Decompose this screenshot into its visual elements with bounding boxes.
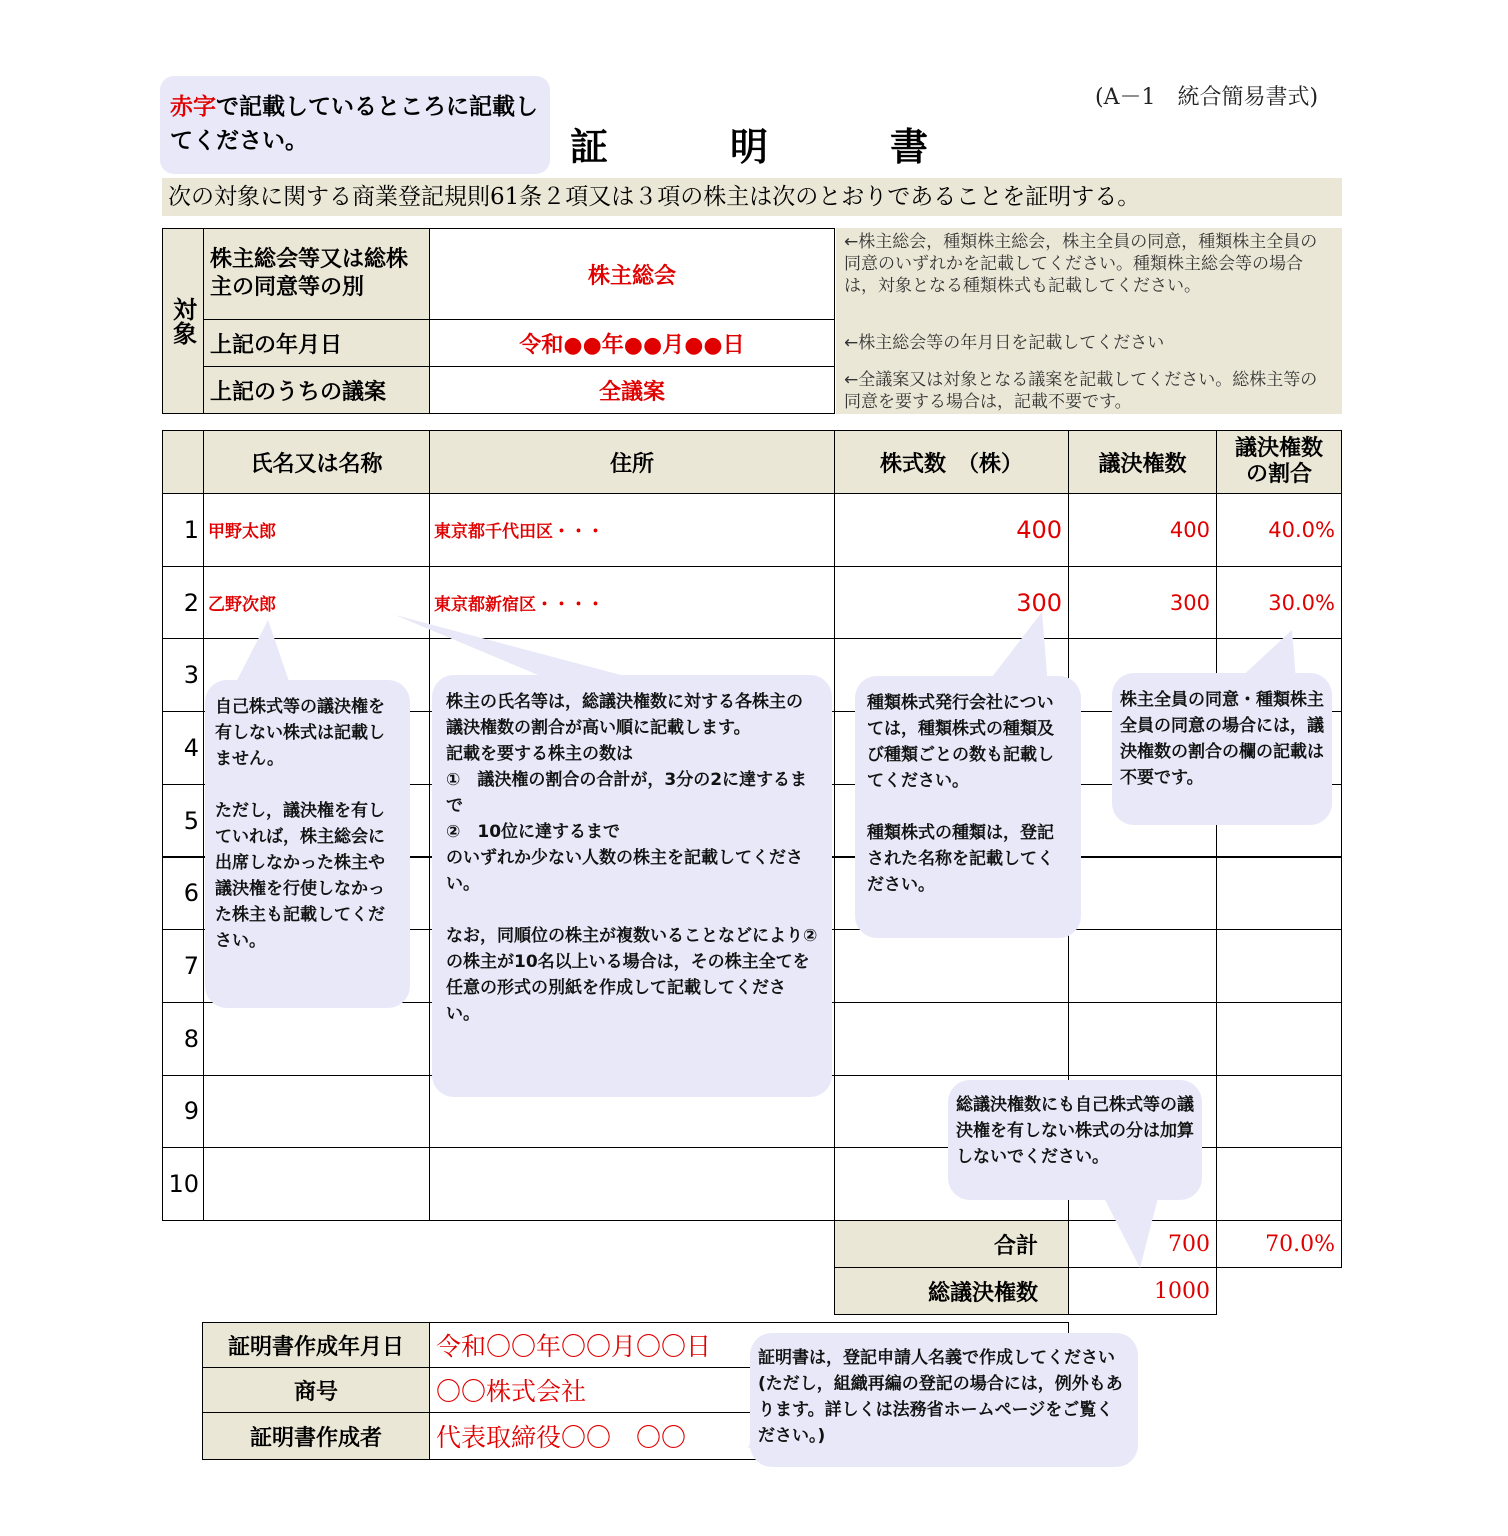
tail-class-shares [985, 612, 1048, 686]
target-label-date: 上記の年月日 [203, 319, 430, 367]
table-cell-no: 6 [162, 857, 204, 931]
table-cell-address: 東京都千代田区・・・ [429, 493, 835, 567]
table-cell-name: 乙野次郎 [203, 566, 430, 640]
table-cell-no: 1 [162, 493, 204, 567]
subtitle: 次の対象に関する商業登記規則61条２項又は３項の株主は次のとおりであることを証明する。 [162, 178, 1342, 216]
target-label-meeting: 株主総会等又は総株主の同意等の別 [203, 228, 430, 320]
col-header-ratio: 議決権数の割合 [1216, 430, 1342, 494]
bubble-class-shares: 種類株式発行会社については，種類株式の種類及び種類ごとの数も記載してください。 種類株式の種類は，登記された名称を記載してください。 [855, 676, 1081, 938]
target-value-date: 令和●●年●●月●●日 [429, 319, 835, 367]
total-ratio: 70.0% [1216, 1220, 1342, 1268]
col-header-votes: 議決権数 [1068, 430, 1217, 494]
tail-total-votes [1100, 1190, 1160, 1268]
footer-value-date: 令和〇〇年〇〇月〇〇日 [429, 1322, 1069, 1368]
col-header-shares: 株式数 （株） [834, 430, 1069, 494]
table-cell-no: 10 [162, 1147, 204, 1221]
footer-value-trade-name: 〇〇株式会社 [429, 1367, 1069, 1413]
instruction-text: で記載しているところに記載してください。 [170, 94, 538, 154]
table-cell-no: 2 [162, 566, 204, 640]
bubble-total-votes: 総議決権数にも自己株式等の議決権を有しない株式の分は加算しないでください。 [948, 1080, 1202, 1200]
table-cell-shares: 400 [834, 493, 1069, 567]
tail-order [395, 615, 640, 680]
footer-label-date: 証明書作成年月日 [202, 1322, 430, 1368]
total-votes: 700 [1068, 1220, 1217, 1268]
table-cell-address: 東京都新宿区・・・・ [429, 566, 835, 640]
footer-label-trade-name: 商号 [202, 1367, 430, 1413]
target-value-meeting: 株主総会 [429, 228, 835, 320]
table-cell-votes: 300 [1068, 566, 1217, 640]
col-header-name: 氏名又は名称 [203, 430, 430, 494]
table-cell-votes: 400 [1068, 493, 1217, 567]
target-note-meeting: ←株主総会，種類株主総会，株主全員の同意，種類株主全員の同意のいずれかを記載してください。種類株主総会等の場合は，対象となる種類株式も記載してください。 [836, 228, 1342, 320]
target-label-agenda: 上記のうちの議案 [203, 366, 430, 414]
table-cell-ratio: 40.0% [1216, 493, 1342, 567]
bubble-creator: 証明書は，登記申請人名義で作成してください(ただし，組織再編の登記の場合には，例外もあります。詳しくは法務省ホームページをご覧ください。) [750, 1333, 1138, 1467]
table-cell-no: 5 [162, 784, 204, 858]
table-cell-no: 9 [162, 1075, 204, 1149]
page-title: 証 明 書 [570, 125, 931, 169]
target-note-agenda: ←全議案又は対象となる議案を記載してください。総株主等の同意を要する場合は，記載不要です。 [836, 366, 1342, 414]
all-votes-value: 1000 [1068, 1267, 1217, 1315]
table-cell-no: 8 [162, 1002, 204, 1076]
table-cell-no: 4 [162, 711, 204, 785]
table-cell-shares: 300 [834, 566, 1069, 640]
all-votes-label-text: 総議決権数 [927, 1280, 1038, 1306]
footer-value-creator: 代表取締役〇〇 〇〇 [429, 1412, 1069, 1460]
bubble-order: 株主の氏名等は，総議決権数に対する各株主の議決権数の割合が高い順に記載します。 記載を要する株主の数は ① 議決権の割合の合計が，3分の2に達するまで ② 10位に達するまで のいずれか少ない人数の株主を記載してください。 なお，同順位の株主が複数いることなどにより②の株主が10名以上いる場合は，その株主全てを任意の形式の別紙を作成して記載してください。 [432, 675, 832, 1097]
target-value-agenda: 全議案 [429, 366, 835, 414]
table-cell-name: 甲野太郎 [203, 493, 430, 567]
target-side-label-text: 対象 [168, 297, 197, 345]
target-note-date: ←株主総会等の年月日を記載してください [836, 320, 1342, 366]
table-cell-no: 3 [162, 638, 204, 712]
total-label-text: 合計 [993, 1233, 1038, 1259]
bubble-unanimous: 株主全員の同意・種類株主全員の同意の場合には，議決権数の割合の欄の記載は不要です。 [1112, 673, 1332, 825]
footer-label-creator: 証明書作成者 [202, 1412, 430, 1460]
instruction-red-text: 赤字 [170, 94, 216, 120]
table-cell-no: 7 [162, 929, 204, 1003]
bubble-self-shares: 自己株式等の議決権を有しない株式は記載しません。 ただし，議決権を有していれば，株主総会に出席しなかった株主や議決権を行使しなかった株主も記載してください。 [205, 680, 410, 1008]
table-cell-ratio: 30.0% [1216, 566, 1342, 640]
form-code: (A－1 統合簡易書式) [1095, 85, 1319, 110]
col-header-address: 住所 [429, 430, 835, 494]
